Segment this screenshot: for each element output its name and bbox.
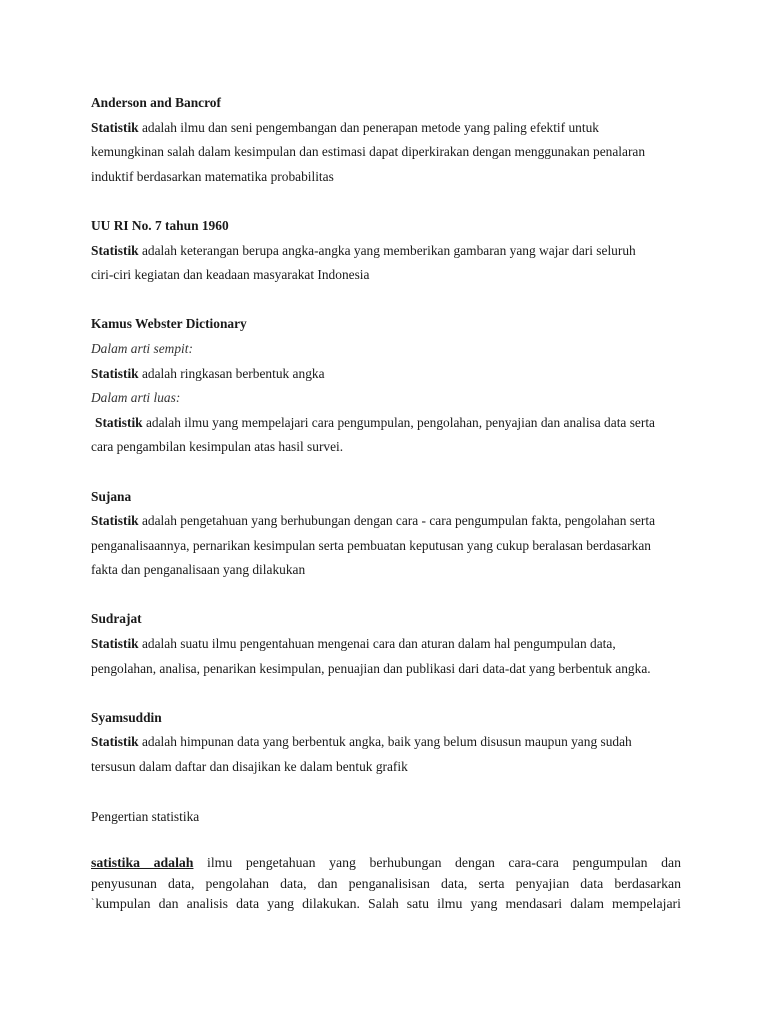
- sense-label-narrow: Dalam arti sempit:: [91, 340, 193, 356]
- definition-anderson-bancrof: [91, 91, 681, 189]
- definition-heading: Sujana: [91, 488, 132, 504]
- definition-line: [91, 362, 681, 387]
- definition-text: adalah himpunan data yang berbentuk angka, baik yang belum disusun maupun yang sudah: [138, 734, 632, 750]
- definition-text: adalah suatu ilmu pengentahuan mengenai cara dan aturan dalam hal pengumpulan data,: [138, 636, 616, 652]
- definition-line: [91, 116, 681, 141]
- definition-heading: Sudrajat: [91, 611, 142, 627]
- definition-sujana: [91, 485, 681, 583]
- section-paragraph: [91, 853, 681, 915]
- definition-line: pengolahan, analisa, penarikan kesimpulan, penuajian dan publikasi dari data-dat yang berbentuk angka.: [91, 660, 651, 676]
- definition-text: adalah ilmu dan seni pengembangan dan penerapan metode yang paling efektif untuk: [138, 119, 599, 135]
- definition-text: adalah keterangan berupa angka-angka yang memberikan gambaran yang wajar dari seluruh: [138, 242, 636, 258]
- definition-syamsuddin: [91, 706, 681, 780]
- definition-line: fakta dan penganalisaan yang dilakukan: [91, 562, 306, 578]
- definition-term: Statistik: [95, 414, 143, 430]
- definition-term: Statistik: [91, 242, 139, 258]
- paragraph-line: [91, 894, 681, 915]
- definition-line: ciri-ciri kegiatan dan keadaan masyarakat Indonesia: [91, 267, 370, 283]
- paragraph-line: penyusunan data, pengolahan data, dan penganalisisan data, serta penyajian data berdasarkan: [91, 875, 681, 891]
- definition-heading: Kamus Webster Dictionary: [91, 316, 247, 332]
- definition-uu-ri: [91, 214, 681, 288]
- stray-mark: `: [91, 898, 95, 910]
- section-title: Pengertian statistika: [91, 808, 200, 824]
- definition-heading: Anderson and Bancrof: [91, 95, 221, 110]
- definition-term: Statistik: [91, 513, 139, 529]
- paragraph-text: kumpulan dan analisis data yang dilakukan. Salah satu ilmu yang mendasari dalam mempelajari: [95, 896, 681, 912]
- paragraph-text: ilmu pengetahuan yang berhubungan dengan cara-cara pengumpulan dan: [193, 855, 681, 871]
- definition-heading: UU RI No. 7 tahun 1960: [91, 217, 229, 233]
- definition-term: Statistik: [91, 365, 139, 381]
- definition-line: penganalisaannya, pernarikan kesimpulan serta pembuatan keputusan yang cukup beralasan berdasarkan: [91, 537, 651, 553]
- definition-sudrajat: [91, 607, 681, 681]
- definition-line: [91, 509, 681, 534]
- definition-webster: [91, 312, 681, 460]
- paragraph-term: satistika adalah: [91, 855, 194, 871]
- definition-term: Statistik: [91, 119, 139, 135]
- definition-term: Statistik: [91, 636, 139, 652]
- definition-line: tersusun dalam daftar dan disajikan ke dalam bentuk grafik: [91, 759, 408, 775]
- definition-term: Statistik: [91, 734, 139, 750]
- definition-text: adalah ringkasan berbentuk angka: [138, 365, 325, 381]
- definition-line: induktif berdasarkan matematika probabilitas: [91, 168, 334, 184]
- definition-line: kemungkinan salah dalam kesimpulan dan estimasi dapat diperkirakan dengan menggunakan penalaran: [91, 144, 646, 160]
- definition-line: [91, 411, 681, 436]
- definition-line: [91, 632, 681, 657]
- document-content: [91, 91, 681, 915]
- definition-heading: Syamsuddin: [91, 709, 162, 725]
- definition-line: cara pengambilan kesimpulan atas hasil survei.: [91, 439, 344, 455]
- sense-label-broad: Dalam arti luas:: [91, 390, 181, 406]
- definition-text: adalah ilmu yang mempelajari cara pengumpulan, pengolahan, penyajian dan analisa data serta: [142, 414, 655, 430]
- definition-text: adalah pengetahuan yang berhubungan dengan cara - cara pengumpulan fakta, pengolahan serta: [138, 513, 656, 529]
- paragraph-line: [91, 853, 681, 874]
- definition-line: [91, 730, 681, 755]
- definition-line: [91, 239, 681, 264]
